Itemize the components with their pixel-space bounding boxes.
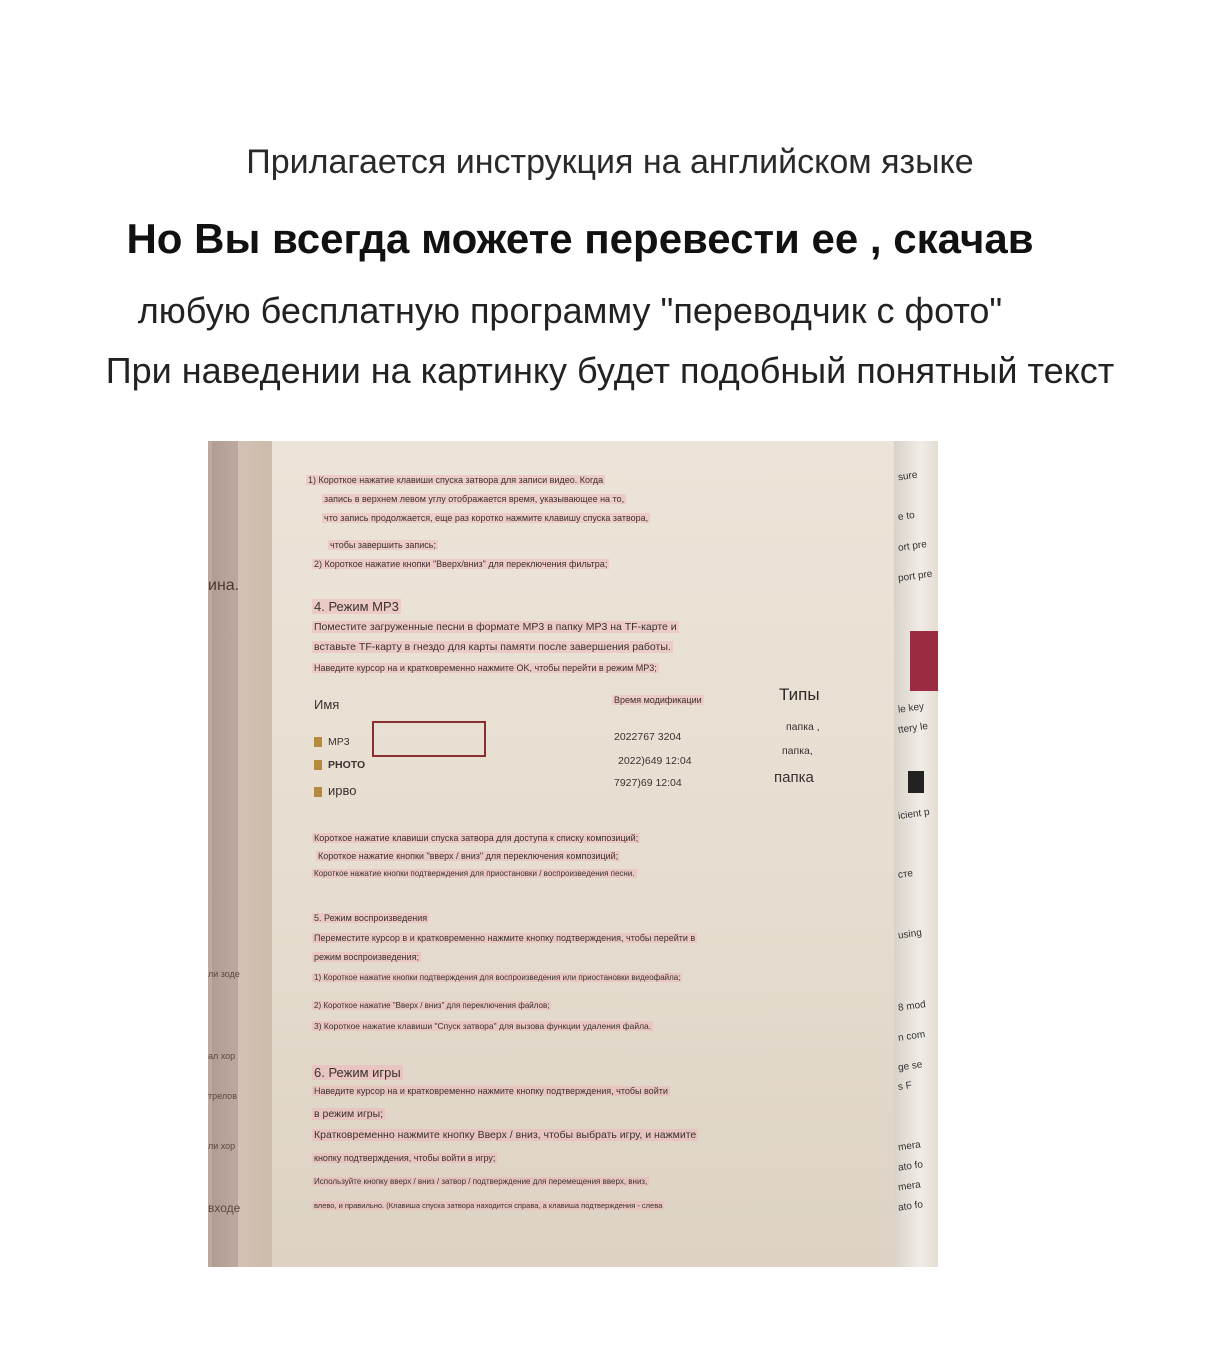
file-row-3 [312,783,358,798]
right-fragment: sure [897,469,919,484]
mp3-note1: Короткое нажатие клавиши спуска затвора для доступа к списку композиций; [314,833,639,843]
game-line4: кнопку подтверждения, чтобы войти в игру; [314,1153,496,1163]
left-fragment-top: ина. [208,577,240,594]
s1-item1-line4: чтобы завершить запись; [330,540,436,550]
left-fragment-2: ал хор [208,1051,236,1061]
right-fragment: ort pre [897,539,928,554]
file-name: PHOTO [328,759,366,771]
barcode-fragment [908,771,924,793]
right-fragment: le key [897,701,925,716]
right-fragment: ato fo [897,1159,924,1174]
left-fragment-bottom: входе [208,1201,241,1215]
left-fragment-1: ли зоде [208,969,240,979]
right-fragment: s F [897,1080,913,1093]
game-line3: Кратковременно нажмите кнопку Вверх / вниз, чтобы выбрать игру, и нажмите [314,1129,697,1141]
file-name: MP3 [328,736,350,748]
left-fragment-4: ли хор [208,1141,236,1151]
file-row-1 [312,736,352,748]
right-fragment: 8 mod [897,999,927,1014]
right-fragment: сте [897,868,914,881]
playback-line2: режим воспроизведения; [314,952,419,962]
file-type-3: папка [774,769,814,786]
right-page [894,441,938,1267]
game-line1: Наведите курсор на и кратковременно нажмите кнопку подтверждения, чтобы войти [314,1086,668,1096]
s1-item1-line3: что запись продолжается, еще раз коротко нажмите клавишу спуска затвора, [324,513,649,523]
game-heading: 6. Режим игры [314,1065,401,1080]
right-fragment: e to [897,509,916,524]
mp3-selected-box [372,721,486,757]
s1-item1-line1: 1) Короткое нажатие клавиши спуска затвора для записи видео. Когда [308,475,604,485]
s1-item2: 2) Короткое нажатие кнопки "Вверх/вниз" для переключения фильтра; [314,559,608,569]
left-page [208,441,272,1267]
mp3-line2: вставьте TF-карту в гнездо для карты памяти после завершения работы. [314,641,671,653]
right-fragment: n com [897,1029,926,1044]
file-row-2 [312,759,367,771]
manual-photo [208,441,938,1267]
playback-item2: 2) Короткое нажатие "Вверх / вниз" для переключения файлов; [314,1001,550,1010]
game-line6: влево, и правильно. (Клавиша спуска затвора находится справа, а клавиша подтверждения - слева [314,1201,663,1210]
file-time-2: 2022)649 12:04 [618,755,692,767]
playback-item3: 3) Короткое нажатие клавиши "Спуск затвора" для вызова функции удаления файла. [314,1021,652,1031]
folder-icon [314,787,322,797]
file-type-2: папка, [782,745,813,757]
left-fragment-3: трелов [208,1091,237,1101]
right-fragment: mera [897,1179,922,1194]
right-fragment: icient p [897,806,931,823]
playback-item1: 1) Короткое нажатие кнопки подтверждения для воспроизведения или приостановки видеофайла; [314,973,681,982]
mp3-note2: Короткое нажатие кнопки "вверх / вниз" для переключения композиций; [318,851,619,861]
game-line5: Используйте кнопку вверх / вниз / затвор / подтверждение для перемещения вверх, вниз, [314,1177,648,1186]
folder-icon [314,737,322,747]
mp3-note3: Короткое нажатие кнопки подтверждения для приостановки / воспроизведения песни. [314,869,635,878]
caption-line-1: Прилагается инструкция на английском языке [246,143,974,181]
right-fragment: port pre [897,568,934,585]
playback-heading: 5. Режим воспроизведения [314,913,428,923]
caption-line-3: любую бесплатную программу "переводчик с фото" [137,290,1003,331]
caption-line-2: Но Вы всегда можете перевести ее , скачав [126,215,1034,262]
right-fragment: ato fo [897,1199,924,1214]
file-type-1: папка , [786,721,820,733]
right-fragment: ge se [897,1059,924,1074]
file-time-3: 7927)69 12:04 [614,777,682,789]
file-time-1: 2022767 3204 [614,731,682,743]
right-fragment: mera [897,1139,922,1154]
col-time-header: Время модификации [614,695,702,705]
s1-item1-line2: запись в верхнем левом углу отображается время, указывающее на то, [324,494,625,504]
game-line2: в режим игры; [314,1108,384,1120]
mp3-heading: 4. Режим MP3 [314,599,399,614]
col-name-header: Имя [314,697,340,712]
red-label [910,631,938,691]
playback-line1: Переместите курсор в и кратковременно нажмите кнопку подтверждения, чтобы перейти в [314,933,696,943]
mp3-line3: Наведите курсор на и кратковременно нажмите OK, чтобы перейти в режим MP3; [314,663,657,673]
mp3-line1: Поместите загруженные песни в формате MP3 в папку MP3 на TF-карте и [314,621,677,633]
caption-line-4: При наведении на картинку будет подобный понятный текст [105,350,1115,391]
folder-icon [314,760,322,770]
right-fragment: ttery le [897,720,929,737]
file-name: ирво [328,783,357,798]
instruction-page [272,441,894,1267]
right-fragment: using [897,927,923,942]
col-type-header: Типы [779,685,820,704]
